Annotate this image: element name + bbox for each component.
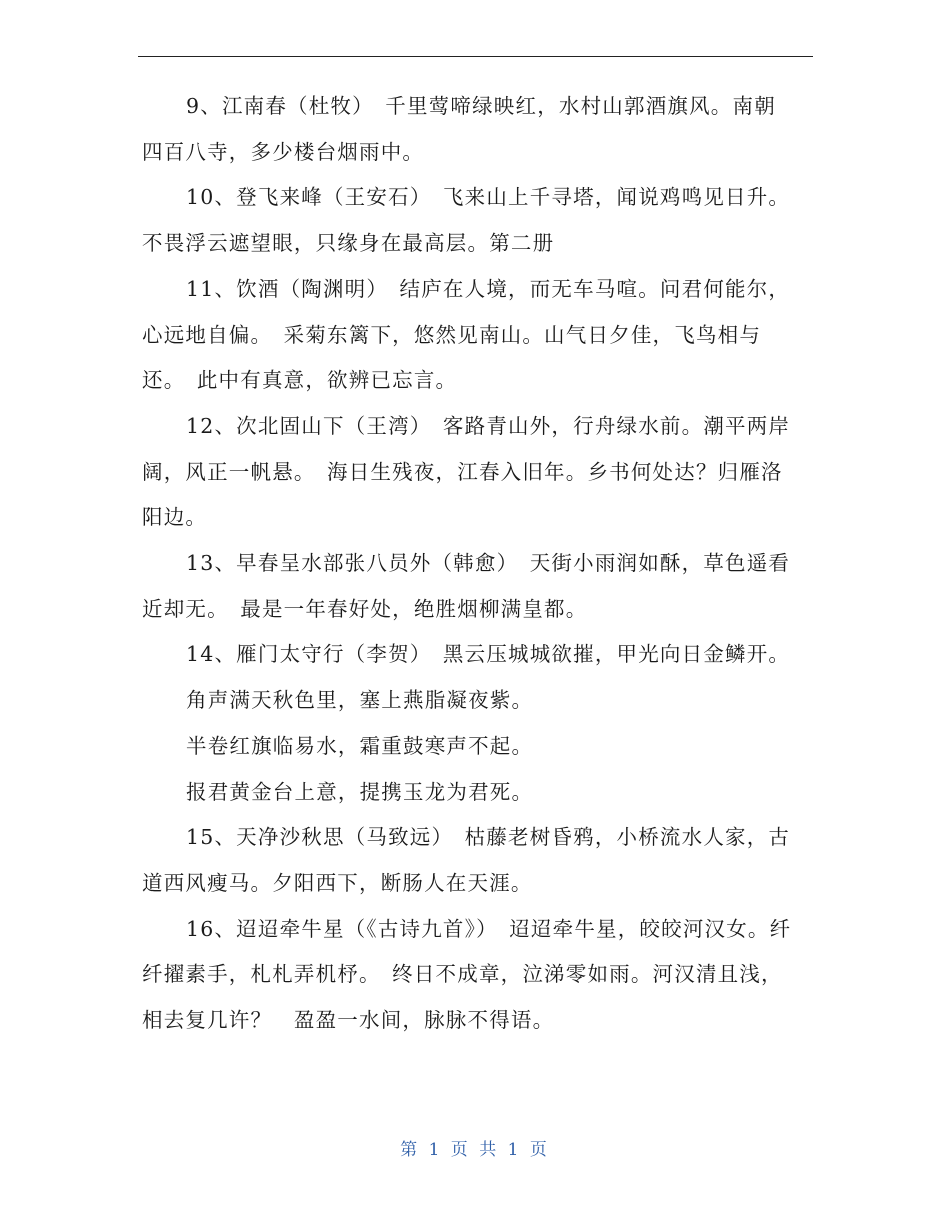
poem-paragraph-15: 15、天净沙秋思（马致远） 枯藤老树昏鸦，小桥流水人家，古道西风瘦马。夕阳西下，断肠人在天涯。 — [142, 825, 791, 895]
poem-paragraph-16: 16、迢迢牵牛星（《古诗九首》） 迢迢牵牛星，皎皎河汉女。纤纤擢素手，札札弄机杼。 终日不成章，泣涕零如雨。河汉清且浅，相去复几许？ 盈盈一水间，脉脉不得语。 — [142, 916, 792, 1033]
document-body — [142, 84, 802, 1044]
poem-paragraph-11: 11、饮酒（陶渊明） 结庐在人境，而无车马喧。问君何能尔，心远地自偏。 采菊东篱下，悠然见南山。山气日夕佳，飞鸟相与还。 此中有真意，欲辨已忘言。 — [142, 276, 791, 393]
page-footer — [0, 1135, 950, 1160]
poem-paragraph-14: 14、雁门太守行（李贺） 黑云压城城欲摧，甲光向日金鳞开。 — [186, 642, 791, 667]
poem-paragraph-9: 9、江南春（杜牧） 千里莺啼绿映红，水村山郭酒旗风。南朝四百八寺，多少楼台烟雨中。 — [142, 94, 776, 164]
page-number-label: 第 1 页 共 1 页 — [400, 1140, 550, 1160]
poem-paragraph-10: 10、登飞来峰（王安石） 飞来山上千寻塔，闻说鸡鸣见日升。 不畏浮云遮望眼，只缘身在最高层。第二册 — [142, 185, 802, 256]
poem-line: 半卷红旗临易水，霜重鼓寒声不起。 — [186, 733, 534, 758]
poem-paragraph-12: 12、次北固山下（王湾） 客路青山外，行舟绿水前。潮平两岸阔，风正一帆悬。 海日生残夜，江春入旧年。乡书何处达？归雁洛阳边。 — [142, 413, 791, 530]
poem-paragraph-13: 13、早春呈水部张八员外（韩愈） 天街小雨润如酥，草色遥看近却无。 最是一年春好处，绝胜烟柳满皇都。 — [142, 551, 791, 621]
header-rule — [138, 56, 813, 57]
poem-line: 报君黄金台上意，提携玉龙为君死。 — [186, 779, 534, 804]
poem-line: 角声满天秋色里，塞上燕脂凝夜紫。 — [186, 688, 534, 713]
